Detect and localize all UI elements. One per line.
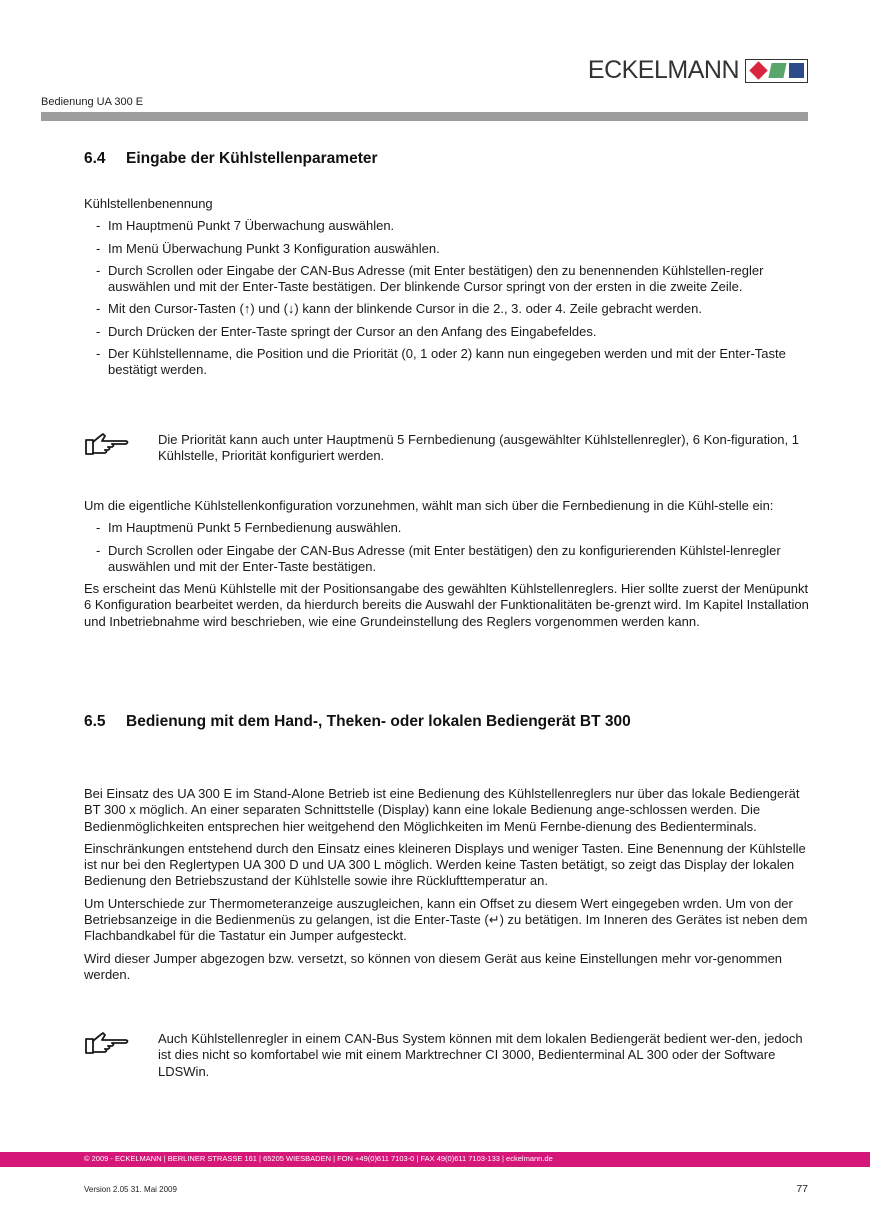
logo-mark: [745, 59, 808, 83]
list-item: - Im Hauptmenü Punkt 7 Überwachung auswählen.: [84, 218, 809, 234]
section-6-4-body: [84, 196, 809, 385]
section-number: 6.5: [84, 713, 106, 730]
config-steps-list: [84, 520, 809, 575]
logo-text: ECKELMANN: [587, 56, 739, 84]
header-label: Bedienung UA 300 E: [41, 96, 144, 108]
list-item: - Durch Drücken der Enter-Taste springt der Cursor an den Anfang des Eingabefeldes.: [84, 324, 809, 340]
pointing-hand-icon: [84, 432, 130, 458]
list-item: - Mit den Cursor-Tasten (↑) und (↓) kann der blinkende Cursor in die 2., 3. oder 4. Zeile gebracht werden.: [84, 301, 809, 317]
blue-square-icon: [789, 63, 804, 78]
company-logo: [588, 58, 808, 83]
paragraph: Bei Einsatz des UA 300 E im Stand-Alone Betrieb ist eine Bedienung des Kühlstellenreglers nur über das lokale Bediengerät BT 300 x möglich. An einer separaten Schnittstelle (Display) kann eine lokale Bedienung ange-schlossen werden. Die Bedienmöglichkeiten entsprechen hier weitgehend den Möglichkeiten im Menü Fernbe-dienung des Bedienterminals.: [84, 786, 800, 834]
config-intro: Um die eigentliche Kühlstellenkonfiguration vorzunehmen, wählt man sich über die Fernbedienung in die Kühl-stelle ein:: [84, 498, 774, 513]
footer-contact: © 2009 - ECKELMANN | BERLINER STRASSE 161 | 65205 WIESBADEN | FON +49(0)611 7103-0 | FAX 49(0)611 7103-133 | eckelmann.de: [84, 1154, 553, 1163]
green-square-icon: [768, 63, 786, 78]
footer-bar: [0, 1152, 870, 1167]
paragraph: Wird dieser Jumper abgezogen bzw. versetzt, so können von diesem Gerät aus keine Einstellungen mehr vor-genommen werden.: [84, 950, 783, 982]
section-number: 6.4: [84, 150, 106, 167]
list-item: - Der Kühlstellenname, die Position und die Priorität (0, 1 oder 2) kann nun eingegeben werden und mit der Enter-Taste bestätigt werden.: [84, 346, 809, 379]
red-diamond-icon: [749, 61, 767, 79]
section-6-4-heading: [84, 150, 378, 168]
list-item: - Durch Scrollen oder Eingabe der CAN-Bus Adresse (mit Enter bestätigen) den zu konfigurierenden Kühlstel-lenregler auswählen und mit der Enter-Taste bestätigen.: [84, 543, 809, 576]
version-info: Version 2.05 31. Mai 2009: [84, 1185, 177, 1194]
note-text: Die Priorität kann auch unter Hauptmenü 5 Fernbedienung (ausgewählter Kühlstellenregler), 6 Kon-figuration, 1 Kühlstelle, Priorität konfiguriert werden.: [158, 432, 799, 464]
list-item: - Im Hauptmenü Punkt 5 Fernbedienung auswählen.: [84, 520, 809, 536]
page-number: 77: [796, 1183, 808, 1195]
pointing-hand-icon: [84, 1031, 130, 1057]
note-block: [84, 1031, 809, 1080]
intro-text: Kühlstellenbenennung: [84, 196, 213, 211]
section-6-5-body: [84, 786, 809, 989]
steps-list: [84, 218, 809, 378]
section-6-5-heading: [84, 713, 631, 731]
section-title: Bedienung mit dem Hand-, Theken- oder lokalen Bediengerät BT 300: [126, 713, 631, 730]
paragraph: Einschränkungen entstehend durch den Einsatz eines kleineren Displays und weniger Tasten. Eine Benennung der Kühlstelle ist nur bei den Reglertypen UA 300 D und UA 300 L möglich. Werden keine Tasten betätigt, so zeigt das Display der lokalen Bedienung den Betriebszustand der Kühlstelle sowie ihre Rücklufttemperatur an.: [84, 840, 806, 889]
list-item: - Durch Scrollen oder Eingabe der CAN-Bus Adresse (mit Enter bestätigen) den zu benennenden Kühlstellen-regler auswählen und mit der Enter-Taste bestätigen. Der blinkende Cursor springt von der ersten in die zweite Zeile.: [84, 263, 809, 296]
header-rule: [41, 112, 808, 121]
list-item: - Im Menü Überwachung Punkt 3 Konfiguration auswählen.: [84, 241, 809, 257]
note-block: [84, 432, 809, 465]
config-outro: Es erscheint das Menü Kühlstelle mit der Positionsangabe des gewählten Kühlstellenreglers. Hier sollte zuerst der Menüpunkt 6 Konfiguration bearbeitet werden, da hierdurch bereits die Auswahl der Funktionalitäten be-grenzt wird. Im Kapitel Installation und Inbetriebnahme wird beschrieben, wie eine Grundeinstellung des Reglers vorgenommen werden kann.: [84, 581, 809, 629]
section-title: Eingabe der Kühlstellenparameter: [126, 150, 378, 167]
configuration-body: [84, 498, 809, 636]
note-text: Auch Kühlstellenregler in einem CAN-Bus System können mit dem lokalen Bediengerät bedient wer-den, jedoch ist dies nicht so komfortabel wie mit einem Marktrechner CI 3000, Bedienterminal AL 300 oder der Software LDSWin.: [158, 1031, 803, 1079]
paragraph: Um Unterschiede zur Thermometeranzeige auszugleichen, kann ein Offset zu diesem Wert eingegeben wrden. Um von der Betriebsanzeige in die Bedienmenüs zu gelangen, ist die Enter-Taste (↵) zu betätigen. Im Inneren des Gerätes ist neben dem Flachbandkabel für die Tastatur ein Jumper aufgesteckt.: [84, 895, 808, 944]
